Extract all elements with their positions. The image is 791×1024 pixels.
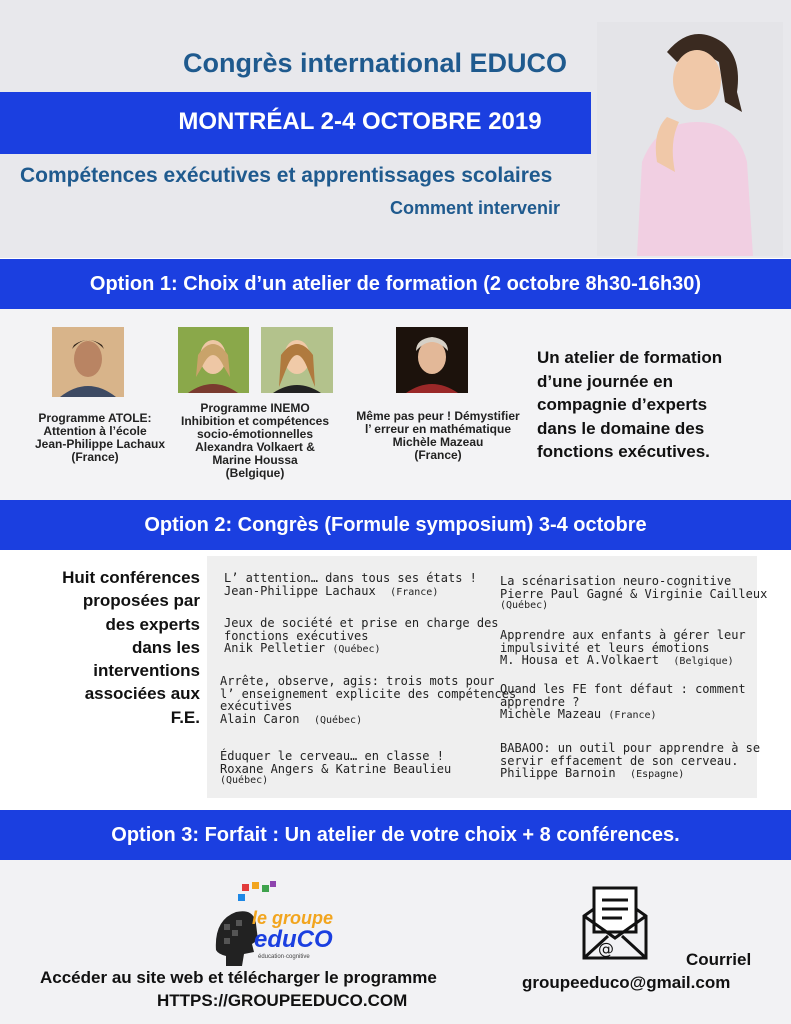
conference-title: impulsivité et leurs émotions — [500, 640, 710, 655]
conference-country: (Québec) — [313, 714, 363, 726]
access-text: Accéder au site web et télécharger le programme — [40, 968, 437, 987]
conference-item — [220, 750, 451, 788]
logo-tagline: éducation·cognitive — [258, 954, 310, 960]
conference-title: l’ enseignement explicite des compétences — [220, 686, 517, 701]
workshop-2-line: Alexandra Volkaert & — [195, 440, 315, 454]
conference-speaker: M. Housa et A.Volkaert — [500, 653, 659, 667]
conference-speaker: Alain Caron — [220, 711, 300, 726]
workshop-2-line: Marine Houssa — [212, 453, 298, 467]
logo-text-1: le groupe — [252, 908, 334, 928]
city-dates: MONTRÉAL 2-4 OCTOBRE 2019 — [178, 108, 542, 135]
workshop-1-line: (France) — [71, 450, 119, 464]
conference-country: (Québec) — [332, 644, 381, 655]
conference-speaker: Pierre Paul Gagné & Virginie Cailleux — [500, 586, 768, 601]
conference-country: (France) — [390, 586, 439, 598]
photo-mazeau — [396, 327, 468, 393]
website-link[interactable]: HTTPS://GROUPEEDUCO.COM — [157, 991, 408, 1010]
lead-line: des experts — [105, 614, 200, 634]
lead-line: F.E. — [170, 707, 200, 727]
conference-title: La scénarisation neuro-cognitive — [500, 574, 732, 588]
conference-speaker: Jean-Philippe Lachaux — [224, 583, 376, 598]
option2-banner: Option 2: Congrès (Formule symposium) 3-4 octobre — [0, 500, 791, 550]
subtitle: Compétences exécutives et apprentissages scolaires — [20, 164, 553, 187]
conference-country: (Québec) — [220, 775, 269, 786]
conference-title: Jeux de société et prise en charge des — [224, 616, 499, 630]
workshop-2-line: socio-émotionnelles — [196, 427, 314, 441]
conference-title: Apprendre aux enfants à gérer leur — [500, 628, 746, 642]
conference-country: (Québec) — [500, 600, 549, 611]
lead-line: associées aux — [84, 684, 200, 704]
conference-country: (Espagne) — [630, 769, 685, 780]
conference-country: (France) — [608, 710, 657, 721]
photo-volkaert — [178, 327, 249, 393]
promo-line: d’une journée en — [537, 371, 674, 391]
conference-item — [224, 617, 499, 657]
lead-line: proposées par — [82, 591, 200, 611]
option3-banner: Option 3: Forfait : Un atelier de votre choix + 8 conférences. — [0, 810, 791, 860]
workshop-3-line: Même pas peur ! Démystifier — [356, 409, 520, 423]
conference-item — [220, 675, 516, 727]
conference-speaker: Anik Pelletier — [224, 641, 326, 655]
photo-lachaux — [52, 327, 124, 397]
email-label: Courriel — [686, 950, 752, 969]
page-title: Congrès international EDUCO — [182, 48, 568, 78]
conference-item — [500, 575, 767, 613]
conference-title: servir effacement de son cerveau. — [500, 753, 739, 768]
conference-title: fonctions exécutives — [224, 628, 369, 643]
puzzle-head-logo — [214, 880, 334, 970]
workshop-promo — [537, 346, 722, 464]
conference-title: Quand les FE font défaut : comment — [500, 682, 746, 696]
workshop-2-caption — [180, 402, 330, 480]
lead-line: dans les — [131, 637, 200, 657]
conference-title: Éduquer le cerveau… en classe ! — [220, 749, 444, 763]
workshop-3-line: l’ erreur en mathématique — [364, 422, 512, 436]
workshop-3-caption — [350, 410, 526, 462]
promo-line: dans le domaine des — [537, 418, 705, 438]
promo-line: fonctions exécutives. — [537, 442, 710, 461]
workshop-2-line: Programme INEMO — [200, 401, 310, 415]
conference-item — [500, 683, 746, 723]
email-link[interactable]: groupeeduco@gmail.com — [522, 973, 731, 992]
workshop-3-line: (France) — [414, 448, 462, 462]
conference-speaker: Michèle Mazeau — [500, 707, 602, 721]
svg-text:@: @ — [598, 939, 614, 958]
conference-country: (Belgique) — [673, 656, 734, 667]
conference-title: exécutives — [220, 699, 293, 713]
workshop-3-line: Michèle Mazeau — [392, 435, 484, 449]
conference-title: L’ attention… dans tous ses états ! — [224, 571, 477, 585]
photo-houssa — [261, 327, 333, 393]
conference-speaker: Philippe Barnoin — [500, 766, 616, 780]
option1-banner: Option 1: Choix d’un atelier de formation (2 octobre 8h30-16h30) — [0, 259, 791, 309]
workshop-1-line: Attention à l’école — [43, 424, 147, 438]
conferences-lead — [12, 566, 200, 729]
conference-title: BABAOO: un outil pour apprendre à se — [500, 741, 761, 755]
promo-line: compagnie d’experts — [537, 395, 708, 414]
subtitle-secondary: Comment intervenir — [390, 198, 561, 218]
lead-line: Huit conférences — [62, 568, 200, 587]
envelope-icon — [576, 886, 654, 962]
workshop-2-line: Inhibition et compétences — [180, 414, 330, 428]
promo-line: Un atelier de formation — [537, 348, 723, 367]
conference-speaker: Roxane Angers & Katrine Beaulieu — [220, 761, 452, 776]
conference-title: Arrête, observe, agis: trois mots pour — [220, 674, 495, 688]
workshop-1-caption — [35, 411, 166, 464]
workshop-2-line: (Belgique) — [225, 466, 285, 480]
lead-line: interventions — [93, 661, 200, 681]
conference-item — [500, 629, 746, 669]
workshop-1-line: Jean-Philippe Lachaux — [35, 437, 166, 451]
conference-item — [224, 572, 477, 599]
logo-text-2: eduCO — [254, 926, 333, 953]
conference-title: apprendre ? — [500, 694, 580, 709]
conference-item — [500, 742, 760, 782]
workshop-1-line: Programme ATOLE: — [38, 411, 152, 425]
